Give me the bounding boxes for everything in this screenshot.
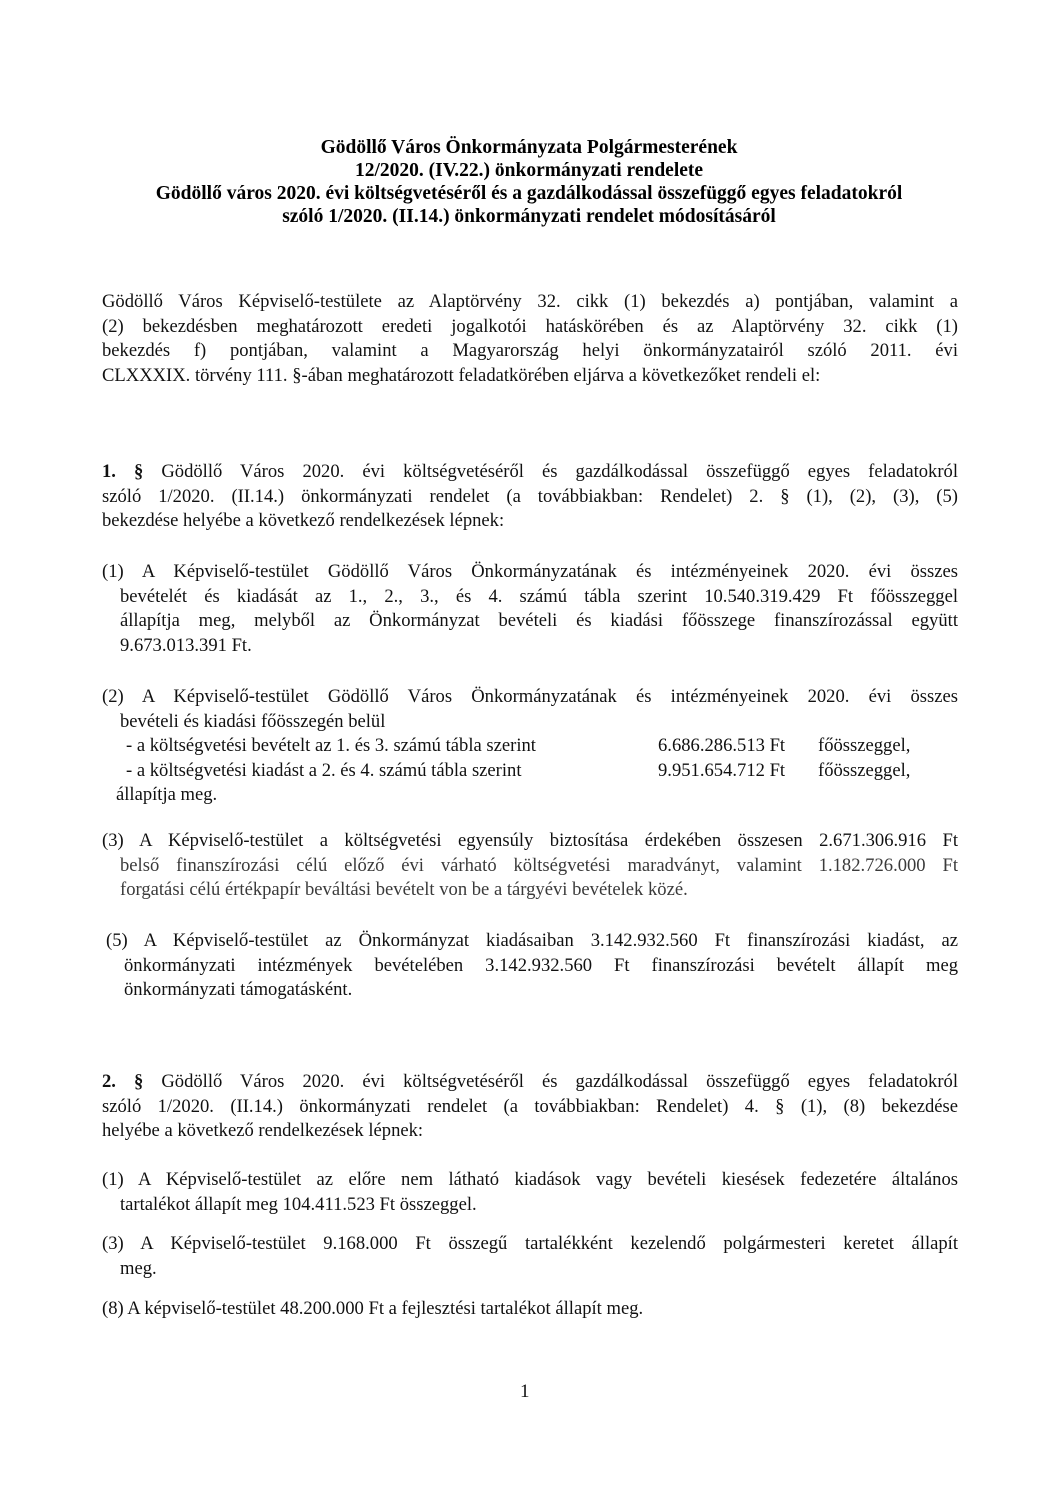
preamble-line: Gödöllő Város Képviselő-testülete az Alaptörvény 32. cikk (1) bekezdés a) pontjában, valamint a [102,291,958,312]
section-2-first-line: 2. § Gödöllő Város 2020. évi költségvetéséről és gazdálkodással összefüggő egyes feladatokról [102,1071,959,1092]
page-number: 1 [520,1381,530,1402]
budget-item-income-label: - a költségvetési bevételt az 1. és 3. számú tábla szerint [126,735,536,756]
paragraph-line: (2) A Képviselő-testület Gödöllő Város Önkormányzatának és intézményeinek 2020. évi összes [102,686,958,707]
preamble [102,290,958,388]
paragraph-line: 9.673.013.391 Ft. [120,634,252,656]
paragraph-line: (5) A Képviselő-testület az Önkormányzat kiadásaiban 3.142.932.560 Ft finanszírozási kiadást, az [106,930,958,951]
section-1-number: 1. § [102,461,144,482]
paragraph-line: (3) A Képviselő-testület 9.168.000 Ft összegű tartalékként kezelendő polgármesteri keretet állapít [102,1233,958,1254]
section-1-paragraph-2 [102,685,958,734]
paragraph-line: (1) A Képviselő-testület Gödöllő Város Önkormányzatának és intézményeinek 2020. évi összes [102,561,958,582]
section-1-paragraph-5 [106,929,958,1003]
section-line: bekezdése helyébe a következő rendelkezések lépnek: [102,510,505,532]
paragraph-line: bevételi és kiadási főösszegén belül [120,710,386,732]
section-line: szóló 1/2020. (II.14.) önkormányzati rendelet (a továbbiakban: Rendelet) 2. § (1), (2), (3), (5) [102,485,958,507]
section-line: szóló 1/2020. (II.14.) önkormányzati rendelet (a továbbiakban: Rendelet) 4. § (1), (8) bekezdése [102,1095,958,1117]
section-1-paragraph-3 [102,829,958,903]
section-1-first-line: 1. § Gödöllő Város 2020. évi költségvetéséről és gazdálkodással összefüggő egyes feladatokról [102,461,959,482]
budget-item-expense-label: - a költségvetési kiadást a 2. és 4. számú tábla szerint [126,760,522,781]
document-title [100,136,958,228]
budget-item-income-amount: 6.686.286.513 Ft [658,735,786,756]
paragraph-line: belső finanszírozási célú előző évi várható költségvetési maradványt, valamint 1.182.726.000 Ft [120,854,958,876]
preamble-line: (2) bekezdésben meghatározott eredeti jogalkotói hatáskörében és az Alaptörvény 32. cikk (1) [102,315,958,337]
paragraph-line: bevételét és kiadását az 1., 2., 3., és 4. számú tábla szerint 10.540.319.429 Ft főösszeggel [120,585,958,607]
paragraph-line: állapítja meg, melyből az Önkormányzat bevételi és kiadási főösszege finanszírozással együtt [120,610,958,632]
paragraph-line: tartalékot állapít meg 104.411.523 Ft összeggel. [120,1193,477,1215]
paragraph-line: önkormányzati támogatásként. [124,979,353,1001]
paragraph-line: meg. [120,1257,157,1279]
preamble-line: CLXXXIX. törvény 111. §-ában meghatározott feladatkörében eljárva a következőket rendeli el: [102,364,821,386]
title-line: 12/2020. (IV.22.) önkormányzati rendelete [354,160,704,181]
section-1-paragraph-1 [102,560,958,658]
section-2-paragraph-1 [102,1168,958,1217]
paragraph-line: (1) A Képviselő-testület az előre nem látható kiadások vagy bevételi kiesések fedezetére általános [102,1169,958,1190]
title-line: szóló 1/2020. (II.14.) önkormányzati rendelet módosításáról [282,206,776,227]
paragraph-line: (3) A Képviselő-testület a költségvetési egyensúly biztosítása érdekében összesen 2.671.306.916 Ft [102,830,958,851]
section-2-paragraph-8 [102,1297,958,1322]
budget-item-expense-suffix: főösszeggel, [818,760,911,781]
section-2-paragraph-3 [102,1232,958,1281]
paragraph-end: állapítja meg. [116,784,218,805]
preamble-line: bekezdés f) pontjában, valamint a Magyarország helyi önkormányzatairól szóló 2011. évi [102,340,958,362]
paragraph-line: önkormányzati intézmények bevételében 3.142.932.560 Ft finanszírozási bevételt állapít meg [124,954,958,976]
title-line: Gödöllő Város Önkormányzata Polgármesterének [320,137,738,158]
section-2-intro [102,1070,958,1144]
budget-item-expense-amount: 9.951.654.712 Ft [658,760,786,781]
paragraph-line: (8) A képviselő-testület 48.200.000 Ft a fejlesztési tartalékot állapít meg. [102,1298,644,1319]
section-2-number: 2. § [102,1071,144,1092]
section-1-intro [102,460,958,534]
budget-item-income-suffix: főösszeggel, [818,735,911,756]
title-line: Gödöllő város 2020. évi költségvetéséről és a gazdálkodással összefüggő egyes feladatokról [155,183,903,204]
section-line: helyébe a következő rendelkezések lépnek: [102,1120,424,1142]
paragraph-line: forgatási célú értékpapír beváltási bevételt von be a tárgyévi bevételek közé. [120,879,688,901]
